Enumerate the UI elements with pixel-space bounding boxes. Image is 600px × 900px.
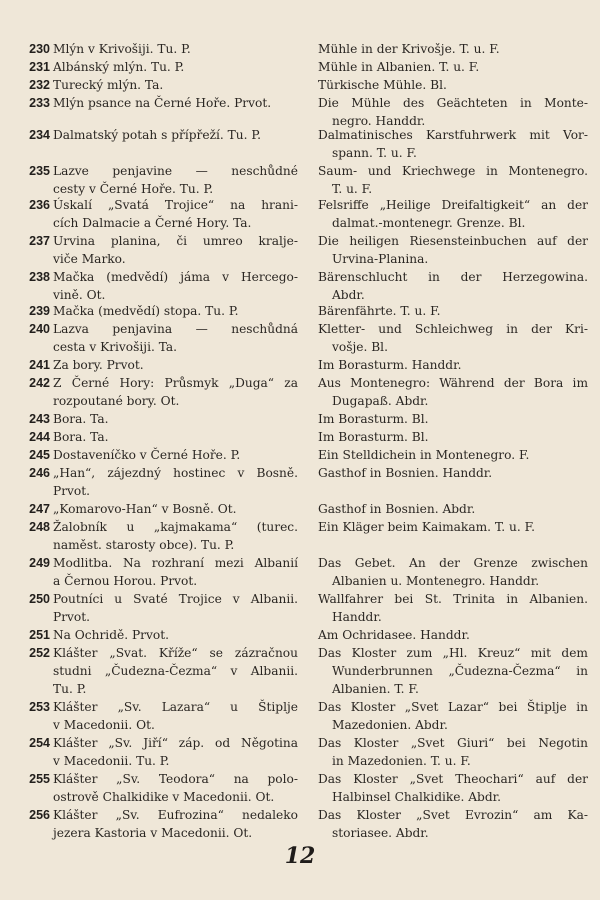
german-title — [318, 94, 588, 130]
german-title — [318, 320, 588, 356]
czech-title-line: Prvot. — [53, 484, 91, 498]
entry-number: 249 — [29, 556, 50, 570]
czech-title-line: Tu. P. — [53, 682, 87, 696]
czech-title — [53, 446, 298, 464]
entry-number: 231 — [29, 60, 50, 74]
german-title-line: Die Mühle des Geächteten in Monte- — [318, 96, 588, 110]
german-title — [318, 698, 588, 734]
czech-title — [53, 162, 298, 198]
czech-title-line: Bora. Ta. — [53, 430, 109, 444]
czech-title-line: ostrově Chalkidike v Macedonii. Ot. — [53, 790, 275, 804]
german-title — [318, 196, 588, 232]
czech-title — [53, 554, 298, 590]
german-title-line: Am Ochridasee. Handdr. — [318, 628, 470, 642]
german-title-line: Das Kloster „Svet Lazar“ bei Štiplje in — [318, 700, 588, 714]
czech-title-line: „Komarovo-Han“ v Bosně. Ot. — [53, 502, 237, 516]
czech-title-line: Mlýn psance na Černé Hoře. Prvot. — [53, 96, 272, 110]
czech-title-line: Bora. Ta. — [53, 412, 109, 426]
german-title-line: Im Borasturm. Bl. — [318, 412, 429, 426]
german-title — [318, 626, 588, 644]
german-title-line: Saum- und Kriechwege in Montenegro. — [318, 164, 588, 178]
entry-number: 243 — [29, 412, 50, 426]
czech-title-line: Prvot. — [53, 610, 91, 624]
german-title-line: Handdr. — [332, 610, 382, 624]
german-title-line: Albanien u. Montenegro. Handdr. — [332, 574, 540, 588]
german-title — [318, 590, 588, 626]
czech-title — [53, 356, 298, 374]
czech-title-line: Klášter „Sv. Eufrozina“ nedaleko — [53, 808, 298, 822]
entry-number: 254 — [29, 736, 50, 750]
czech-title-line: cesty v Černé Hoře. Tu. P. — [53, 182, 214, 196]
czech-title — [53, 320, 298, 356]
czech-title-line: Poutníci u Svaté Trojice v Albanii. — [53, 592, 298, 606]
german-title-line: Türkische Mühle. Bl. — [318, 78, 447, 92]
entry-number: 253 — [29, 700, 50, 714]
czech-title-line: studni „Čudezna-Čezma“ v Albanii. — [53, 664, 298, 678]
german-title-line: spann. T. u. F. — [332, 146, 417, 160]
german-title-line: Kletter- und Schleichweg in der Kri- — [318, 322, 588, 336]
czech-title — [53, 770, 298, 806]
entry-number: 244 — [29, 430, 50, 444]
czech-title-line: Dalmatský potah s přípřeží. Tu. P. — [53, 128, 261, 142]
czech-title — [53, 268, 298, 304]
german-title — [318, 232, 588, 268]
czech-title-line: Úskalí „Svatá Trojice“ na hrani- — [53, 198, 298, 212]
czech-title — [53, 196, 298, 232]
czech-title-line: Klášter „Svat. Kříže“ se zázračnou — [53, 646, 298, 660]
czech-title — [53, 500, 298, 518]
czech-title-line: Albánský mlýn. Tu. P. — [53, 60, 185, 74]
german-title — [318, 518, 588, 536]
german-title — [318, 644, 588, 698]
german-title — [318, 302, 588, 320]
czech-title-line: cesta v Krivošiji. Ta. — [53, 340, 178, 354]
german-title-line: Mazedonien. Abdr. — [332, 718, 448, 732]
entry-number: 230 — [29, 42, 50, 56]
czech-title — [53, 76, 298, 94]
german-title — [318, 734, 588, 770]
czech-title-line: Mačka (medvědí) stopa. Tu. P. — [53, 304, 239, 318]
german-title-line: Bärenfährte. T. u. F. — [318, 304, 441, 318]
entry-number: 251 — [29, 628, 50, 642]
german-title-line: dalmat.-montenegr. Grenze. Bl. — [332, 216, 526, 230]
german-title-line: Albanien. T. F. — [332, 682, 419, 696]
czech-title-line: Klášter „Sv. Jiří“ záp. od Něgotina — [53, 736, 298, 750]
czech-title-line: vině. Ot. — [53, 288, 106, 302]
czech-title — [53, 590, 298, 626]
czech-title — [53, 734, 298, 770]
czech-title-line: Turecký mlýn. Ta. — [53, 78, 164, 92]
czech-title — [53, 644, 298, 698]
czech-title — [53, 94, 298, 112]
german-title-line: storiasee. Abdr. — [332, 826, 429, 840]
german-title-line: Mühle in der Krivošje. T. u. F. — [318, 42, 500, 56]
entry-number: 250 — [29, 592, 50, 606]
entry-number: 240 — [29, 322, 50, 336]
czech-title — [53, 806, 298, 842]
czech-title — [53, 302, 298, 320]
czech-title-line: cích Dalmacie a Černé Hory. Ta. — [53, 216, 252, 230]
czech-title-line: v Macedonii. Ot. — [53, 718, 155, 732]
czech-title — [53, 698, 298, 734]
czech-title-line: Mlýn v Krivošiji. Tu. P. — [53, 42, 191, 56]
german-title — [318, 162, 588, 198]
czech-title-line: Žalobník u „kajmakama“ (turec. — [53, 520, 298, 534]
czech-title — [53, 374, 298, 410]
czech-title-line: naměst. starosty obce). Tu. P. — [53, 538, 235, 552]
german-title-line: Gasthof in Bosnien. Handdr. — [318, 466, 493, 480]
entry-number: 255 — [29, 772, 50, 786]
czech-title — [53, 58, 298, 76]
german-title-line: Das Gebet. An der Grenze zwischen — [318, 556, 588, 570]
czech-title-line: viče Marko. — [53, 252, 126, 266]
entry-number: 246 — [29, 466, 50, 480]
czech-title-line: Klášter „Sv. Teodora“ na polo- — [53, 772, 298, 786]
entry-number: 241 — [29, 358, 50, 372]
entry-number: 248 — [29, 520, 50, 534]
german-title — [318, 500, 588, 518]
german-title — [318, 268, 588, 304]
german-title-line: Wunderbrunnen „Čudezna-Čezma“ in — [332, 664, 588, 678]
german-title-line: Mühle in Albanien. T. u. F. — [318, 60, 480, 74]
german-title — [318, 428, 588, 446]
czech-title — [53, 626, 298, 644]
german-title-line: Bärenschlucht in der Herzegowina. — [318, 270, 588, 284]
entry-number: 239 — [29, 304, 50, 318]
german-title-line: Dugapaß. Abdr. — [332, 394, 429, 408]
german-title — [318, 58, 588, 76]
page-number: 12 — [284, 843, 316, 869]
german-title-line: Ein Stelldichein in Montenegro. F. — [318, 448, 530, 462]
german-title-line: T. u. F. — [332, 182, 373, 196]
german-title — [318, 410, 588, 428]
czech-title-line: Modlitba. Na rozhraní mezi Albanií — [53, 556, 298, 570]
german-title-line: Das Kloster zum „Hl. Kreuz“ mit dem — [318, 646, 588, 660]
czech-title — [53, 464, 298, 500]
german-title-line: vošje. Bl. — [332, 340, 388, 354]
czech-title-line: Mačka (medvědí) jáma v Hercego- — [53, 270, 298, 284]
czech-title-line: Urvina planina, či umreo kralje- — [53, 234, 298, 248]
german-title — [318, 76, 588, 94]
czech-title-line: Klášter „Sv. Lazara“ u Štiplje — [53, 700, 298, 714]
czech-title-line: Lazve penjavine — neschůdné — [53, 164, 298, 178]
czech-title-line: rozpoutané bory. Ot. — [53, 394, 180, 408]
german-title — [318, 464, 588, 482]
czech-title-line: Na Ochridě. Prvot. — [53, 628, 169, 642]
czech-title — [53, 40, 298, 58]
german-title-line: Gasthof in Bosnien. Abdr. — [318, 502, 476, 516]
entry-number: 256 — [29, 808, 50, 822]
german-title-line: Abdr. — [332, 288, 365, 302]
german-title — [318, 40, 588, 58]
german-title-line: Die heiligen Riesensteinbuchen auf der — [318, 234, 588, 248]
german-title-line: Das Kloster „Svet Giuri“ bei Negotin — [318, 736, 588, 750]
entry-number: 237 — [29, 234, 50, 248]
german-title-line: Wallfahrer bei St. Trinita in Albanien. — [318, 592, 588, 606]
german-title-line: Das Kloster „Svet Theochari“ auf der — [318, 772, 588, 786]
german-title-line: Felsriffe „Heilige Dreifaltigkeit“ an der — [318, 198, 588, 212]
czech-title-line: Z Černé Hory: Průsmyk „Duga“ za — [53, 376, 298, 390]
entry-number: 236 — [29, 198, 50, 212]
german-title — [318, 446, 588, 464]
german-title — [318, 554, 588, 590]
german-title-line: Im Borasturm. Handdr. — [318, 358, 462, 372]
german-title — [318, 356, 588, 374]
german-title-line: in Mazedonien. T. u. F. — [332, 754, 471, 768]
entry-number: 247 — [29, 502, 50, 516]
czech-title — [53, 410, 298, 428]
german-title-line: Dalmatinisches Karstfuhrwerk mit Vor- — [318, 128, 588, 142]
german-title-line: Urvina-Planina. — [332, 252, 429, 266]
czech-title-line: Za bory. Prvot. — [53, 358, 144, 372]
czech-title-line: v Macedonii. Tu. P. — [53, 754, 170, 768]
german-title-line: Im Borasturm. Bl. — [318, 430, 429, 444]
german-title-line: Halbinsel Chalkidike. Abdr. — [332, 790, 502, 804]
czech-title-line: Lazva penjavina — neschůdná — [53, 322, 298, 336]
czech-title — [53, 126, 298, 144]
entry-number: 235 — [29, 164, 50, 178]
german-title-line: Aus Montenegro: Während der Bora im — [318, 376, 588, 390]
entry-number: 252 — [29, 646, 50, 660]
czech-title-line: „Han“, zájezdný hostinec v Bosně. — [53, 466, 298, 480]
czech-title-line: Dostaveníčko v Černé Hoře. P. — [53, 448, 241, 462]
german-title — [318, 806, 588, 842]
czech-title — [53, 518, 298, 554]
czech-title — [53, 232, 298, 268]
entry-number: 233 — [29, 96, 50, 110]
german-title — [318, 374, 588, 410]
german-title-line: Das Kloster „Svet Evrozin“ am Ka- — [318, 808, 588, 822]
entry-number: 242 — [29, 376, 50, 390]
czech-title-line: a Černou Horou. Prvot. — [53, 574, 198, 588]
entry-number: 238 — [29, 270, 50, 284]
german-title-line: Ein Kläger beim Kaimakam. T. u. F. — [318, 520, 536, 534]
czech-title — [53, 428, 298, 446]
german-title — [318, 770, 588, 806]
german-title — [318, 126, 588, 162]
entry-number: 245 — [29, 448, 50, 462]
czech-title-line: jezera Kastoria v Macedonii. Ot. — [53, 826, 253, 840]
entry-number: 234 — [29, 128, 50, 142]
german-title-line: negro. Handdr. — [332, 114, 426, 128]
entry-number: 232 — [29, 78, 50, 92]
